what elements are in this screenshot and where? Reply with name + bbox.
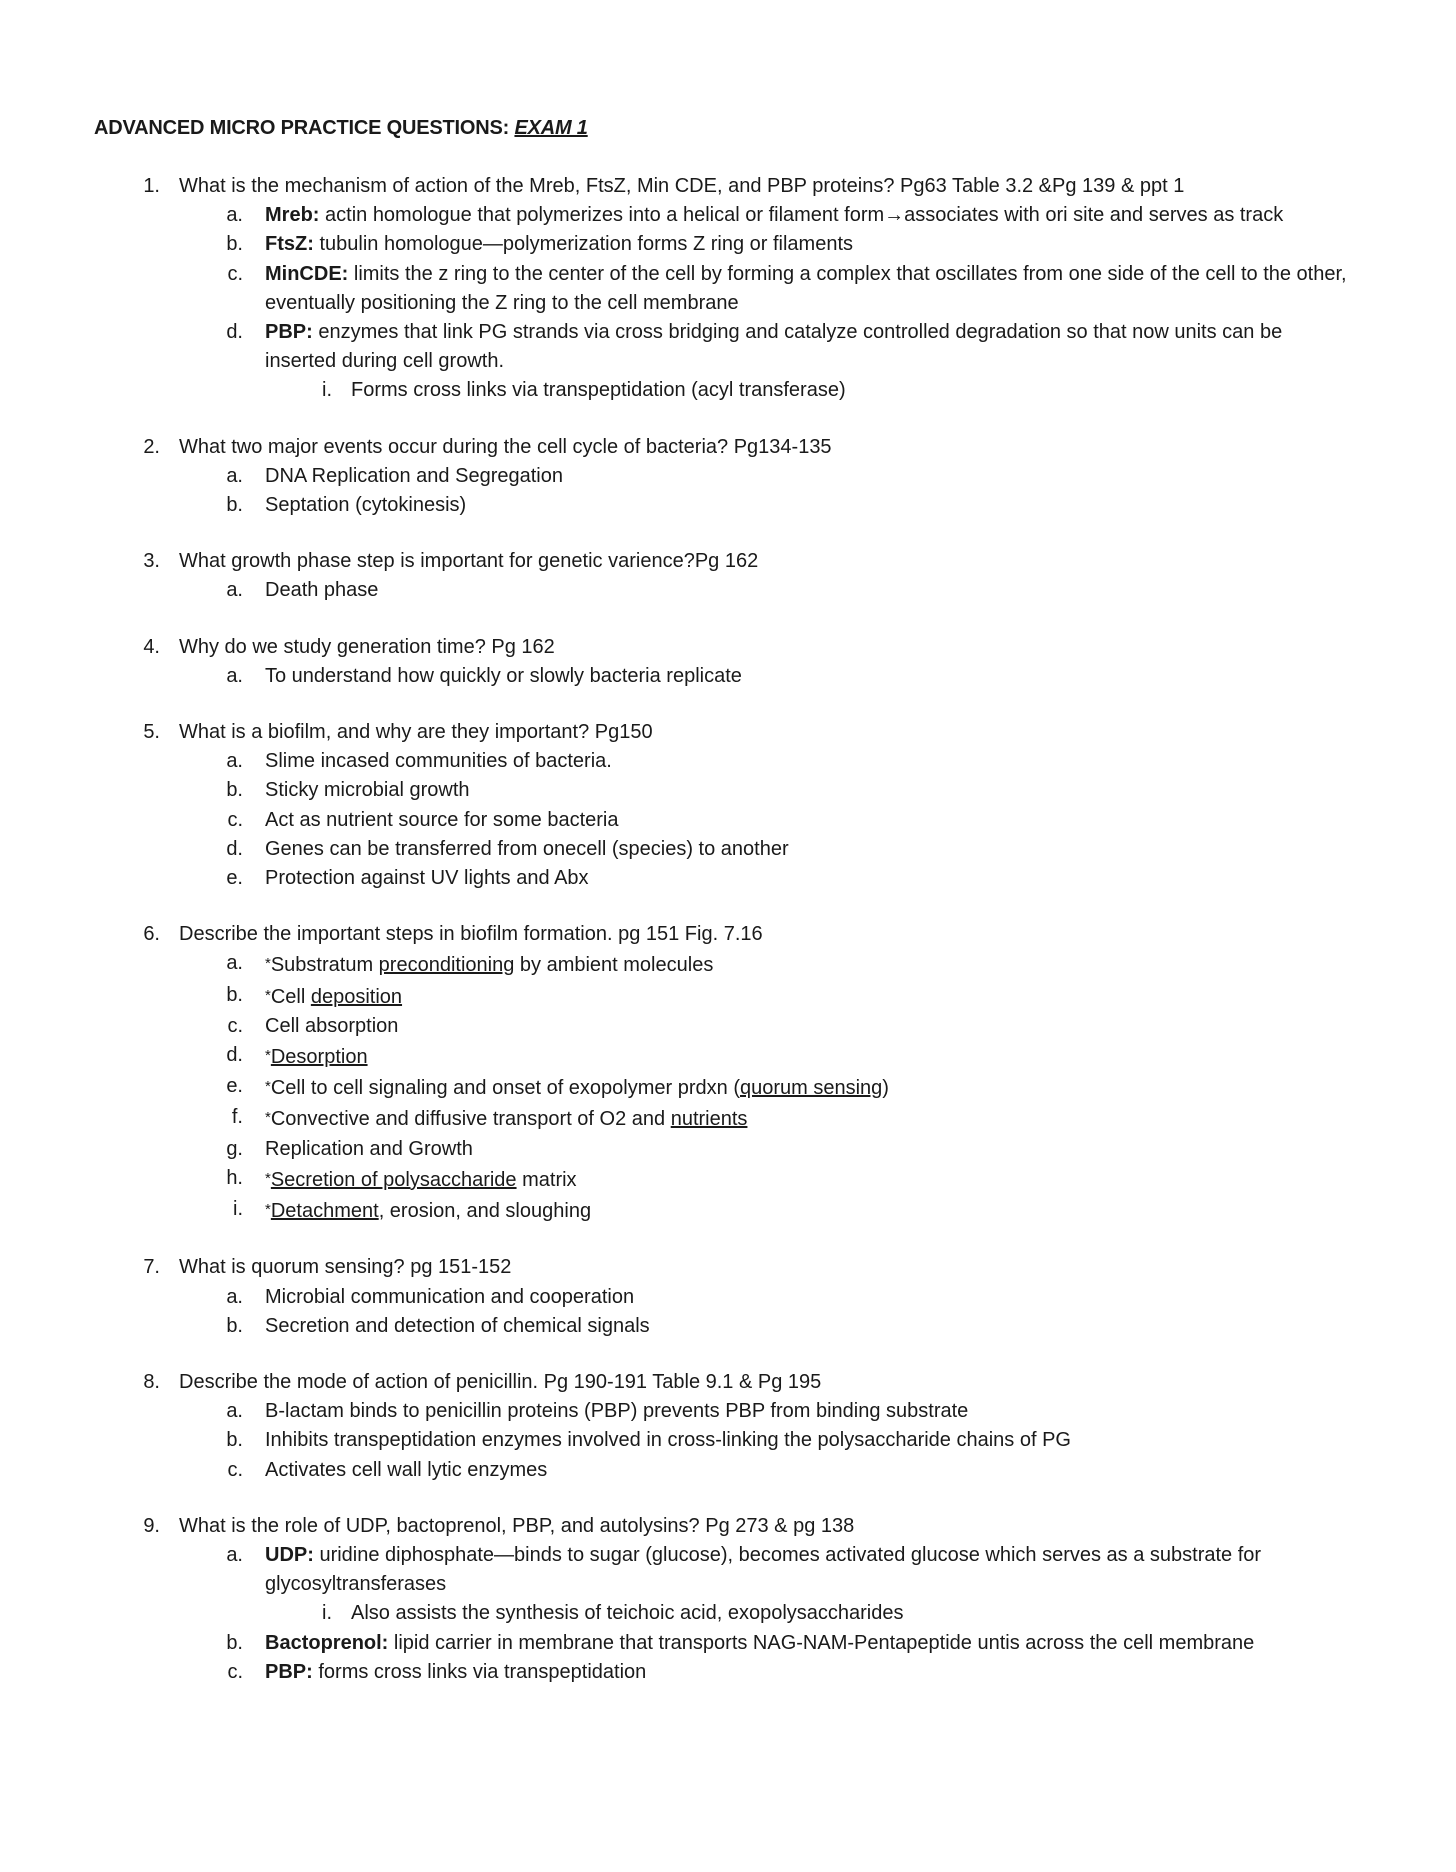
answer-marker: g. (226, 1137, 243, 1160)
answer-underlined: quorum sensing (739, 1077, 883, 1100)
answer-item (0, 662, 1456, 691)
sub-answer-marker: i. (322, 1602, 332, 1625)
answer-marker: a. (226, 664, 243, 687)
answer-text: by ambient molecules (514, 954, 714, 977)
question-2 (0, 433, 1456, 521)
answer-marker: c. (227, 1458, 243, 1481)
document-title (94, 114, 588, 143)
answer-item (0, 1456, 1456, 1485)
answer-text: Activates cell wall lytic enzymes (265, 1458, 548, 1481)
answer-text: Genes can be transferred from onecell (species) to another (265, 837, 789, 860)
question-number: 4. (143, 635, 160, 658)
answer-item (0, 1629, 1456, 1658)
answer-marker: b. (226, 983, 243, 1006)
question-number: 5. (143, 721, 160, 744)
answer-label: PBP: (265, 321, 313, 344)
answer-marker: e. (226, 1075, 243, 1098)
question-prompt: Why do we study generation time? Pg 162 (179, 635, 555, 658)
answer-marker: d. (226, 837, 243, 860)
answer-marker: a. (226, 1543, 243, 1566)
answer-marker: b. (226, 779, 243, 802)
answer-marker: c. (227, 808, 243, 831)
answer-marker: c. (227, 1014, 243, 1037)
answer-marker: b. (226, 1429, 243, 1452)
answer-item (0, 747, 1456, 776)
answer-item (0, 1195, 1456, 1226)
answer-text: uridine diphosphate—binds to sugar (glucose), becomes activated glucose which serves as a substrate for glycosyltransferases (265, 1543, 1262, 1596)
answer-text: Act as nutrient source for some bacteria (265, 808, 619, 831)
answer-marker: a. (226, 204, 243, 227)
answer-marker: f. (231, 1106, 243, 1129)
answer-underlined: Secretion of polysaccharide (270, 1168, 517, 1191)
answer-text: lipid carrier in membrane that transports NAG-NAM-Pentapeptide untis across the cell membrane (388, 1631, 1255, 1654)
answer-item (0, 981, 1456, 1012)
asterisk-mark: * (265, 1109, 271, 1127)
answer-underlined: nutrients (670, 1108, 748, 1131)
answer-text: Cell (270, 985, 311, 1008)
answer-marker: a. (226, 1400, 243, 1423)
question-prompt: Describe the mode of action of penicillin. Pg 190-191 Table 9.1 & Pg 195 (179, 1370, 822, 1393)
answer-item (0, 1072, 1456, 1103)
answer-item (0, 1135, 1456, 1164)
answer-item (0, 1312, 1456, 1341)
question-number: 7. (143, 1256, 160, 1279)
question-text (0, 433, 1456, 462)
answer-item (0, 462, 1456, 491)
question-8 (0, 1368, 1456, 1485)
answer-marker: d. (226, 1044, 243, 1067)
question-list (0, 172, 1456, 1714)
answer-label: FtsZ: (265, 233, 314, 256)
question-number: 3. (143, 550, 160, 573)
question-number: 6. (143, 923, 160, 946)
answer-marker: d. (226, 321, 243, 344)
answer-item (0, 1041, 1456, 1072)
question-4 (0, 633, 1456, 691)
asterisk-mark: * (265, 1169, 271, 1187)
answer-text: forms cross links via transpeptidation (312, 1660, 647, 1683)
sub-answer-item (0, 376, 1456, 405)
question-5 (0, 718, 1456, 893)
answer-text: Cell to cell signaling and onset of exopolymer prdxn ( (270, 1077, 740, 1100)
answer-label: Mreb: (265, 204, 320, 227)
answer-item (0, 318, 1456, 376)
answer-item (0, 776, 1456, 805)
answer-marker: b. (226, 233, 243, 256)
answer-marker: a. (226, 579, 243, 602)
answer-marker: c. (227, 262, 243, 285)
answer-text: To understand how quickly or slowly bacteria replicate (265, 664, 742, 687)
question-text (0, 172, 1456, 201)
sub-answer-text: Also assists the synthesis of teichoic acid, exopolysaccharides (351, 1602, 904, 1625)
answer-text: limits the z ring to the center of the cell by forming a complex that oscillates from one side of the cell to the other, eventually positioning the Z ring to the cell membrane (265, 262, 1347, 314)
answer-text: B-lactam binds to penicillin proteins (PBP) prevents PBP from binding substrate (265, 1400, 969, 1423)
asterisk-mark: * (265, 955, 271, 973)
question-prompt: What is quorum sensing? pg 151-152 (179, 1256, 512, 1279)
answer-text: Death phase (265, 579, 379, 602)
question-text (0, 547, 1456, 576)
answer-item (0, 230, 1456, 259)
sub-answer-item (0, 1599, 1456, 1628)
question-prompt: What is the role of UDP, bactoprenol, PBP, and autolysins? Pg 273 & pg 138 (179, 1514, 855, 1537)
answer-item (0, 806, 1456, 835)
answer-text: ) (882, 1077, 889, 1100)
title-prefix: ADVANCED MICRO PRACTICE QUESTIONS: (94, 117, 510, 139)
asterisk-mark: * (265, 1047, 271, 1065)
title-exam: EXAM 1 (514, 117, 588, 139)
answer-marker: a. (226, 750, 243, 773)
question-text (0, 1512, 1456, 1541)
answer-marker: c. (227, 1660, 243, 1683)
answer-marker: a. (226, 464, 243, 487)
answer-text: matrix (516, 1168, 577, 1191)
answer-item (0, 201, 1456, 230)
answer-underlined: Desorption (270, 1046, 368, 1069)
sub-answer-marker: i. (322, 379, 332, 402)
answer-underlined: preconditioning (378, 954, 515, 977)
question-text (0, 1253, 1456, 1282)
answer-marker: e. (226, 867, 243, 890)
question-number: 2. (143, 435, 160, 458)
answer-text: Sticky microbial growth (265, 779, 470, 802)
answer-underlined: deposition (310, 985, 403, 1008)
answer-text: Microbial communication and cooperation (265, 1285, 635, 1308)
answer-marker: a. (226, 1285, 243, 1308)
answer-text: Replication and Growth (265, 1137, 473, 1160)
answer-item (0, 1397, 1456, 1426)
answer-text: Convective and diffusive transport of O2 and (270, 1108, 671, 1131)
answer-text: Substratum (270, 954, 379, 977)
question-6 (0, 920, 1456, 1226)
question-text (0, 718, 1456, 747)
answer-text: Protection against UV lights and Abx (265, 867, 589, 890)
answer-text: actin homologue that polymerizes into a helical or filament form→associates with ori site and serves as track (319, 204, 1284, 227)
question-prompt: What growth phase step is important for genetic varience?Pg 162 (179, 550, 759, 573)
answer-text: DNA Replication and Segregation (265, 464, 563, 487)
answer-item (0, 949, 1456, 980)
sub-answer-text: Forms cross links via transpeptidation (acyl transferase) (351, 379, 846, 402)
question-7 (0, 1253, 1456, 1341)
answer-text: Slime incased communities of bacteria. (265, 750, 612, 773)
answer-item (0, 1658, 1456, 1687)
answer-text: , erosion, and sloughing (378, 1200, 592, 1223)
question-3 (0, 547, 1456, 605)
answer-item (0, 491, 1456, 520)
asterisk-mark: * (265, 1201, 271, 1219)
answer-marker: b. (226, 1631, 243, 1654)
answer-marker: i. (233, 1198, 243, 1221)
answer-item (0, 1164, 1456, 1195)
answer-text: Secretion and detection of chemical signals (265, 1314, 650, 1337)
question-prompt: What is a biofilm, and why are they important? Pg150 (179, 721, 653, 744)
answer-label: Bactoprenol: (265, 1631, 389, 1654)
answer-marker: h. (226, 1166, 243, 1189)
question-prompt: What two major events occur during the cell cycle of bacteria? Pg134-135 (179, 435, 832, 458)
question-prompt: What is the mechanism of action of the Mreb, FtsZ, Min CDE, and PBP proteins? Pg63 Table 3.2 &Pg 139 & ppt 1 (179, 175, 1185, 197)
answer-item (0, 864, 1456, 893)
answer-text: Cell absorption (265, 1014, 399, 1037)
answer-item (0, 1426, 1456, 1455)
answer-label: MinCDE: (265, 262, 349, 285)
answer-marker: a. (226, 952, 243, 975)
answer-label: PBP: (265, 1660, 313, 1683)
answer-item (0, 835, 1456, 864)
answer-item (0, 1541, 1456, 1599)
question-text (0, 1368, 1456, 1397)
answer-item (0, 576, 1456, 605)
answer-underlined: Detachment (270, 1200, 379, 1223)
question-number: 8. (143, 1370, 160, 1393)
answer-text: enzymes that link PG strands via cross bridging and catalyze controlled degradation so that now units can be inserted during cell growth. (265, 321, 1283, 373)
answer-item (0, 1103, 1456, 1134)
answer-label: UDP: (265, 1543, 314, 1566)
question-number: 1. (143, 175, 160, 197)
answer-marker: b. (226, 1314, 243, 1337)
question-text (0, 920, 1456, 949)
answer-item (0, 1012, 1456, 1041)
answer-text: Septation (cytokinesis) (265, 494, 467, 517)
answer-marker: b. (226, 494, 243, 517)
question-number: 9. (143, 1514, 160, 1537)
answer-item (0, 1283, 1456, 1312)
asterisk-mark: * (265, 1078, 271, 1096)
question-9 (0, 1512, 1456, 1687)
answer-item (0, 260, 1456, 318)
asterisk-mark: * (265, 986, 271, 1004)
question-text (0, 633, 1456, 662)
question-1 (0, 172, 1456, 406)
question-prompt: Describe the important steps in biofilm formation. pg 151 Fig. 7.16 (179, 923, 763, 946)
answer-text: tubulin homologue—polymerization forms Z ring or filaments (313, 233, 854, 256)
answer-text: Inhibits transpeptidation enzymes involved in cross-linking the polysaccharide chains of PG (265, 1429, 1071, 1452)
